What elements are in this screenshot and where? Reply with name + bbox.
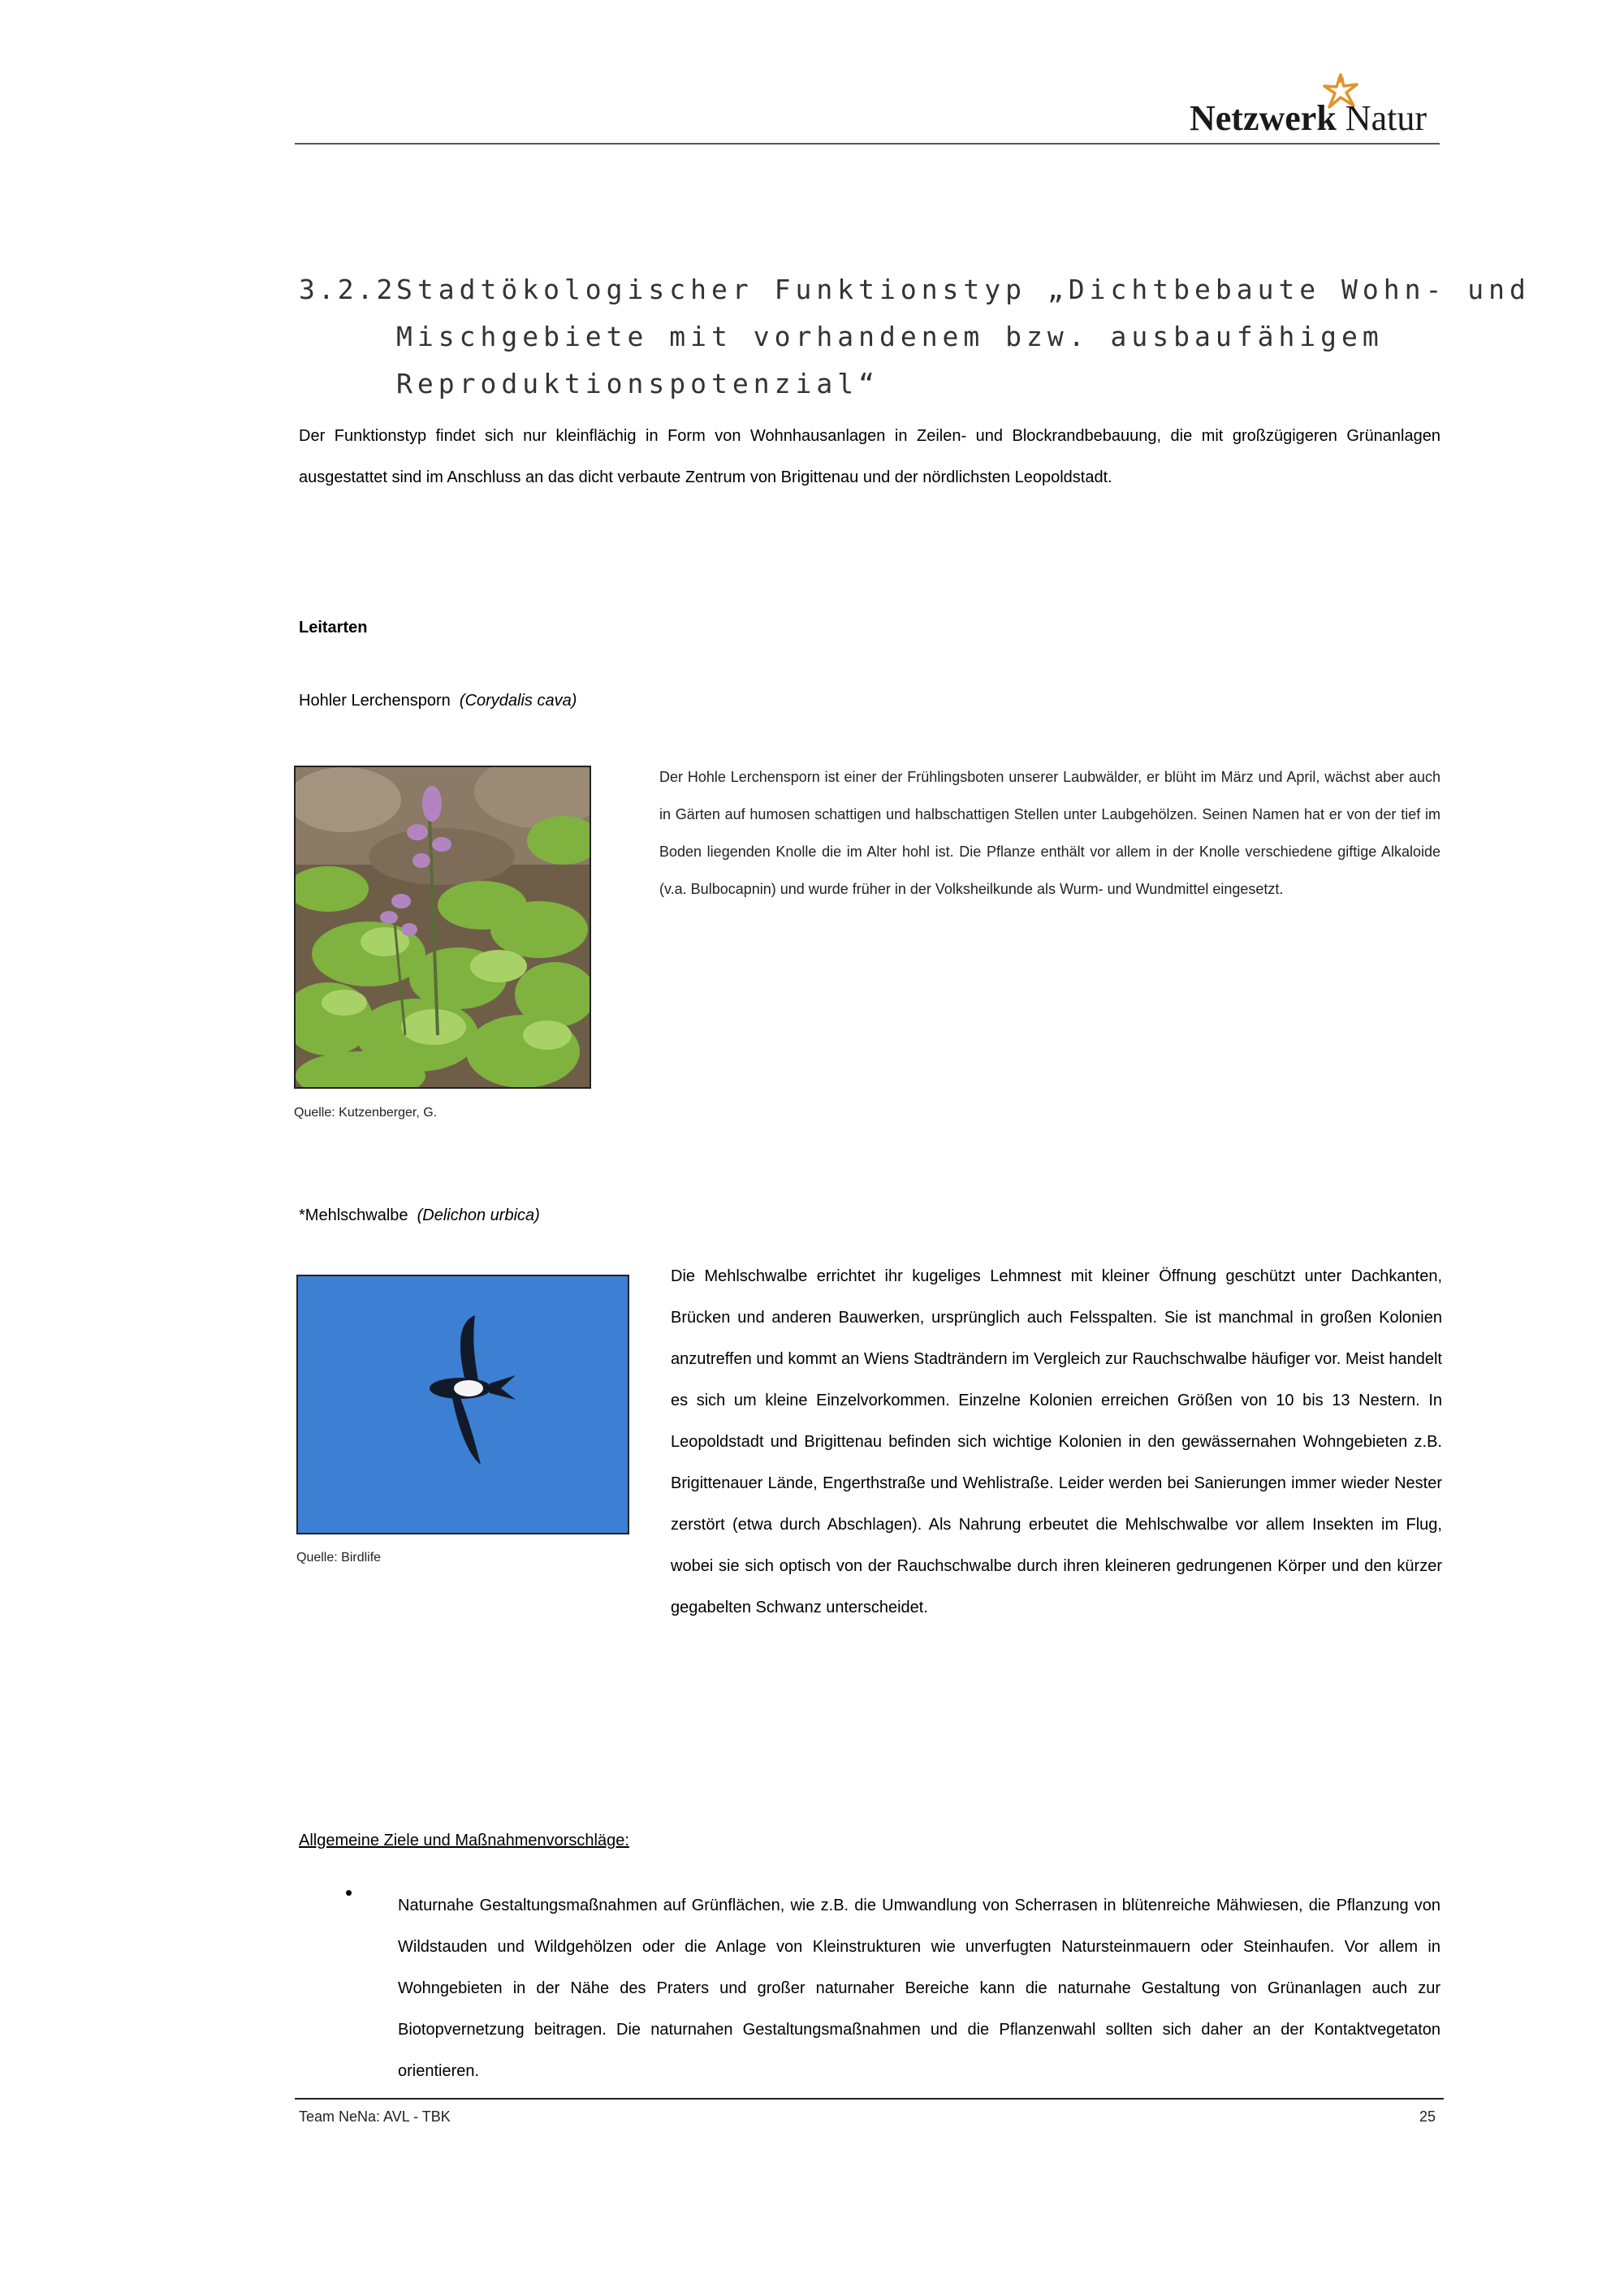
species-heading <box>299 1206 540 1225</box>
footer-team: Team NeNa: AVL - TBK <box>299 2108 451 2125</box>
section-title-line-2: Mischgebiete mit vorhandenem bzw. ausbaufähigem <box>396 321 1384 352</box>
corydalis-photo <box>294 766 591 1089</box>
species-description: Die Mehlschwalbe errichtet ihr kugeliges Lehmnest mit kleiner Öffnung geschützt unter Dachkanten, Brücken und anderen Bauwerken, ursprünglich auch Felsspalten. Sie ist manchmal in großen Kolonien anzutreffen und kommt an Wiens Stadträndern im Vergleich zur Rauchschwalbe häufiger vor. Meist handelt es sich um kleine Einzelvorkommen. Einzelne Kolonien erreichen Größen von 10 bis 13 Nestern. In Leopoldstadt und Brigittenau befinden sich wichtige Kolonien in den gewässernahen Wohngebieten z.B. Brigittenauer Lände, Engerthstraße und Wehlistraße. Leider werden bei Sanierungen immer wieder Nester zerstört (etwa durch Abschlagen). Als Nahrung erbeutet die Mehlschwalbe vor allem Insekten im Flug, wobei sie sich optisch von der Rauchschwalbe durch ihren kleineren gedrungenen Körper und den kürzer gegabelten Schwanz unterscheidet. <box>671 1267 1442 1616</box>
goals-heading: Allgemeine Ziele und Maßnahmenvorschläge: <box>299 1832 629 1849</box>
species-latin-name: (Delichon urbica) <box>417 1206 540 1224</box>
section-title-line-1: Stadtökologischer Funktionstyp „Dichtbebaute Wohn- und <box>396 274 1531 305</box>
bullet-icon: • <box>345 1880 353 1905</box>
footer-divider <box>295 2098 1444 2100</box>
section-number: 3.2.2 <box>299 274 396 305</box>
house-martin-photo-graphic <box>298 1276 628 1533</box>
leitarten-heading: Leitarten <box>299 619 368 637</box>
logo-regular: Natur <box>1345 98 1427 138</box>
photo-caption: Quelle: Kutzenberger, G. <box>294 1106 438 1120</box>
section-title-line-3: Reproduktionspotenzial“ <box>396 368 879 399</box>
header-divider <box>295 143 1440 145</box>
goal-item: Naturnahe Gestaltungsmaßnahmen auf Grünflächen, wie z.B. die Umwandlung von Scherrasen in blütenreiche Mähwiesen, die Pflanzung von Wildstauden und Wildgehölzen oder die Anlage von Kleinstrukturen wie unverfugten Natursteinmauern oder Steinhaufen. Vor allem in Wohngebieten in der Nähe des Praters und großer naturnaher Bereiche kann die naturnahe Gestaltung von Grünanlagen auch zur Biotopvernetzung beitragen. Die naturnahen Gestaltungsmaßnahmen und die Pflanzenwahl sollten sich daher an der Kontaktvegetaton orientieren. <box>398 1897 1440 2080</box>
section-title <box>299 266 1531 408</box>
logo-bold: Netzwerk <box>1190 98 1337 138</box>
house-martin-photo <box>296 1275 629 1534</box>
intro-paragraph: Der Funktionstyp findet sich nur kleinflächig in Form von Wohnhausanlagen in Zeilen- und Blockrandbebauung, die mit großzügigeren Grünanlagen ausgestattet sind im Anschluss an das dicht verbaute Zentrum von Brigittenau und der nördlichsten Leopoldstadt. <box>299 427 1440 486</box>
logo <box>1190 71 1433 145</box>
species-name: *Mehlschwalbe <box>299 1206 408 1224</box>
corydalis-photo-graphic <box>296 767 590 1087</box>
page-number: 25 <box>1419 2108 1436 2125</box>
species-heading <box>299 692 577 710</box>
species-name: Hohler Lerchensporn <box>299 692 451 710</box>
logo-text <box>1190 97 1427 139</box>
species-latin-name: (Corydalis cava) <box>459 692 577 710</box>
species-description: Der Hohle Lerchensporn ist einer der Frühlingsboten unserer Laubwälder, er blüht im März und April, wächst aber auch in Gärten auf humosen schattigen und halbschattigen Stellen unter Laubgehölzen. Seinen Namen hat er von der tief im Boden liegenden Knolle die im Alter hohl ist. Die Pflanze enthält vor allem in der Knolle verschiedene giftige Alkaloide (v.a. Bulbocapnin) und wurde früher in der Volksheilkunde als Wurm- und Wundmittel eingesetzt. <box>659 769 1440 897</box>
photo-caption: Quelle: Birdlife <box>296 1551 382 1564</box>
